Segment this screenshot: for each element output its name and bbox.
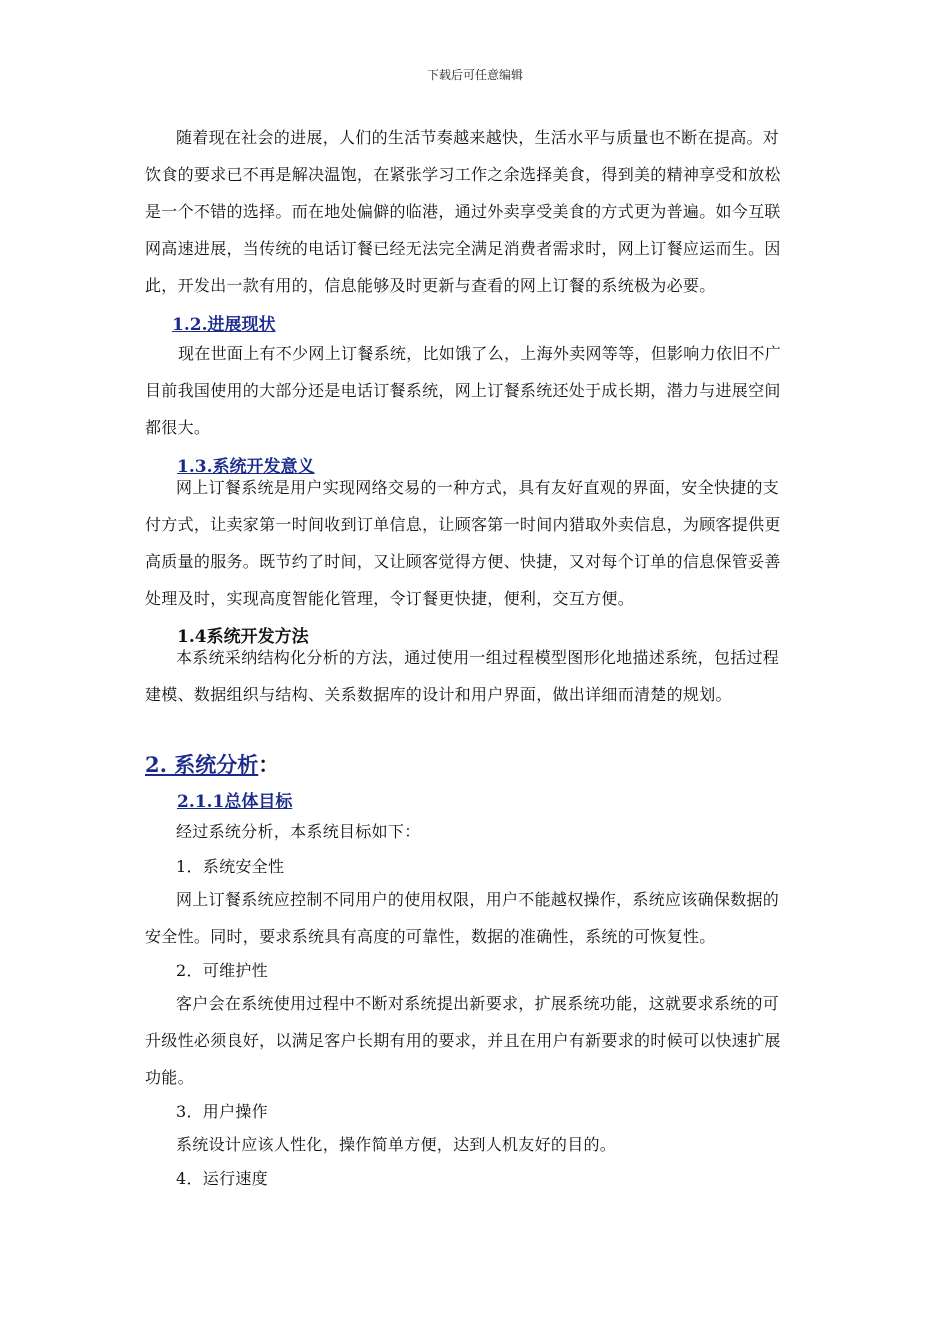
intro-line-3: 是一个不错的选择。而在地处偏僻的临港，通过外卖享受美食的方式更为普遍。如今互联 [145,202,781,221]
s14-line-2: 建模、数据组织与结构、关系数据库的设计和用户界面，做出详细而清楚的规划。 [145,685,732,704]
s13-line-4: 处理及时，实现高度智能化管理，令订餐更快捷，便利，交互方便。 [145,589,635,608]
s13-line-2: 付方式，让卖家第一时间收到订单信息，让顾客第一时间内猎取外卖信息，为顾客提供更 [145,515,781,534]
item-3-title: 3．用户操作 [176,1102,268,1121]
heading-2-link[interactable]: 2. 系统分析 [145,752,259,777]
item-4-title: 4．运行速度 [176,1169,268,1188]
item-1-line-2: 安全性。同时，要求系统具有高度的可靠性，数据的准确性，系统的可恢复性。 [145,927,716,946]
item-3-line-1: 系统设计应该人性化，操作简单方便，达到人机友好的目的。 [176,1135,617,1154]
heading-1-2[interactable]: 1.2.进展现状 [172,315,276,335]
item-1-title: 1．系统安全性 [176,857,285,876]
s2-intro: 经过系统分析，本系统目标如下： [176,822,421,841]
s14-line-1: 本系统采纳结构化分析的方法，通过使用一组过程模型图形化地描述系统，包括过程 [176,648,780,667]
s13-line-1: 网上订餐系统是用户实现网络交易的一种方式，具有友好直观的界面，安全快捷的支 [176,478,780,497]
intro-line-4: 网高速进展，当传统的电话订餐已经无法完全满足消费者需求时，网上订餐应运而生。因 [145,239,781,258]
s12-line-3: 都很大。 [145,418,211,437]
heading-2-colon: ： [258,752,280,777]
item-2-title: 2．可维护性 [176,961,268,980]
intro-line-5: 此，开发出一款有用的，信息能够及时更新与查看的网上订餐的系统极为必要。 [145,276,716,295]
item-2-line-2: 升级性必须良好，以满足客户长期有用的要求，并且在用户有新要求的时候可以快速扩展 [145,1031,781,1050]
intro-line-1: 随着现在社会的进展，人们的生活节奏越来越快，生活水平与质量也不断在提高。对 [176,128,780,147]
item-2-line-1: 客户会在系统使用过程中不断对系统提出新要求，扩展系统功能，这就要求系统的可 [176,994,780,1013]
item-1-line-1: 网上订餐系统应控制不同用户的使用权限，用户不能越权操作，系统应该确保数据的 [176,890,780,909]
heading-2 [145,749,279,779]
s13-line-3: 高质量的服务。既节约了时间，又让顾客觉得方便、快捷，又对每个订单的信息保管妥善 [145,552,781,571]
item-2-line-3: 功能。 [145,1068,194,1087]
s12-line-1: 现在世面上有不少网上订餐系统，比如饿了么，上海外卖网等等，但影响力依旧不广 [178,344,782,363]
page-header: 下载后可任意编辑 [426,68,523,82]
intro-line-2: 饮食的要求已不再是解决温饱，在紧张学习工作之余选择美食，得到美的精神享受和放松 [145,165,781,184]
s12-line-2: 目前我国使用的大部分还是电话订餐系统，网上订餐系统还处于成长期，潜力与进展空间 [145,381,781,400]
heading-2-1-1[interactable]: 2.1.1总体目标 [177,792,293,812]
heading-1-3[interactable]: 1.3.系统开发意义 [177,457,315,477]
heading-1-4: 1.4系统开发方法 [177,627,309,647]
